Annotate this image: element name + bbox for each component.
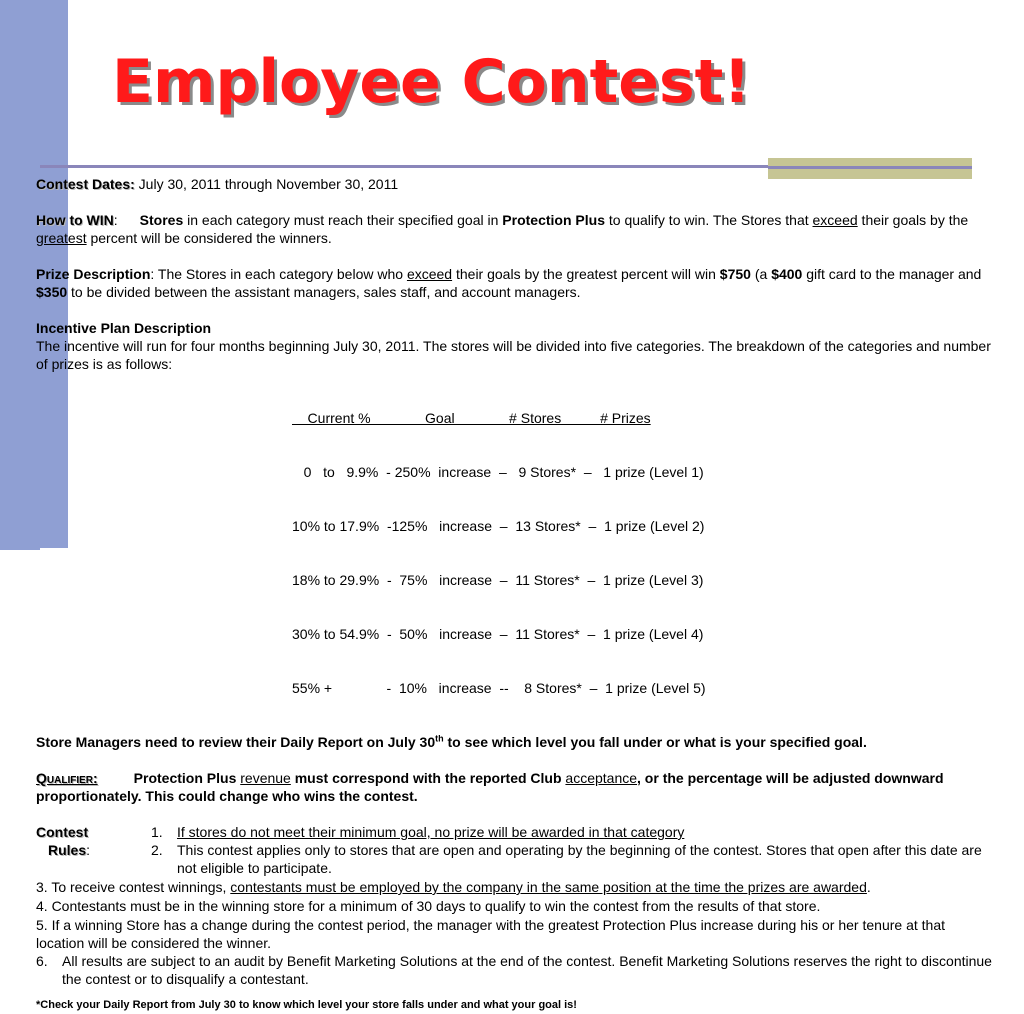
prize-label: Prize Description xyxy=(36,266,151,282)
how-to-win xyxy=(36,211,996,247)
prize-amount-400: $400 xyxy=(771,266,803,282)
how-to-win-text-3: their goals by the xyxy=(857,212,969,228)
levels-header xyxy=(292,409,996,427)
how-to-win-stores: Stores xyxy=(139,212,184,228)
how-to-win-colon: : xyxy=(113,212,118,228)
how-to-win-text-2: to qualify to win. The Stores that xyxy=(604,212,813,228)
rule-6-text: All results are subject to an audit by Benefit Marketing Solutions at the end of the contest. Benefit Marketing Solutions reserves the right to discontinue the contest or to disqualify a contestant. xyxy=(62,953,992,987)
how-to-win-label: How to WIN xyxy=(36,212,114,228)
slide-body xyxy=(36,175,996,1014)
rule-4: 4. Contestants must be in the winning store for a minimum of 30 days to qualify to win the contest from the results of that store. xyxy=(36,898,821,914)
prize-text-5: to be divided between the assistant managers, sales staff, and account managers. xyxy=(67,284,581,300)
qualifier-revenue: revenue xyxy=(240,770,291,786)
qualifier-label: Qualifier: xyxy=(36,770,98,786)
managers-note-text-2: to see which level you fall under or what is your specified goal. xyxy=(443,734,867,750)
prize-amount-350: $350 xyxy=(36,284,68,300)
page-title: Employee Contest! xyxy=(112,47,751,117)
rules-label-contest: Contest xyxy=(36,824,89,840)
rule-1-number: 1. xyxy=(151,824,163,840)
how-to-win-protection-plus: Protection Plus xyxy=(502,212,605,228)
qualifier-text-2: must correspond with the reported Club xyxy=(290,770,566,786)
how-to-win-exceed: exceed xyxy=(812,212,858,228)
rule-3-text-pre: 3. To receive contest winnings, xyxy=(36,879,231,895)
levels-row-4: 30% to 54.9% - 50% increase – 11 Stores* – 1 prize (Level 4) xyxy=(292,626,704,642)
contest-dates-label: Contest Dates: xyxy=(36,176,135,192)
levels-row-2: 10% to 17.9% -125% increase – 13 Stores* – 1 prize (Level 2) xyxy=(292,518,705,534)
levels-row-3: 18% to 29.9% - 75% increase – 11 Stores* – 1 prize (Level 3) xyxy=(292,572,704,588)
qualifier-text-3: , or the percentage will be adjusted downward proportionately. This could change who wins the contest. xyxy=(36,770,944,804)
rule-1-text: If stores do not meet their minimum goal, no prize will be awarded in that category xyxy=(177,824,685,840)
qualifier-acceptance: acceptance xyxy=(565,770,638,786)
incentive-body: The incentive will run for four months beginning July 30, 2011. The stores will be divided into five categories. The breakdown of the categories and number of prizes is as follows: xyxy=(36,338,991,372)
rule-3-text-post: . xyxy=(866,879,871,895)
rule-3-underlined: contestants must be employed by the company in the same position at the time the prizes are awarded xyxy=(230,879,867,895)
rule-2-number: 2. xyxy=(151,842,163,858)
managers-note xyxy=(36,733,996,751)
contest-dates xyxy=(36,175,996,193)
managers-note-sup: th xyxy=(435,733,444,744)
prize-text-4: gift card to the manager and xyxy=(802,266,982,282)
how-to-win-greatest: greatest xyxy=(36,230,87,246)
how-to-win-text-1: in each category must reach their specified goal in xyxy=(183,212,503,228)
prize-text-3: (a xyxy=(750,266,772,282)
rule-5: 5. If a winning Store has a change during the contest period, the manager with the greatest Protection Plus increase during his or her tenure at that location will be considered the winner. xyxy=(36,917,945,951)
rule-2-text: This contest applies only to stores that are open and operating by the beginning of the contest. Stores that open after this date are not eligible to participate. xyxy=(177,842,982,876)
title-divider-block-line xyxy=(768,166,972,169)
prize-amount-750: $750 xyxy=(719,266,751,282)
rule-1 xyxy=(36,823,996,841)
rule-2 xyxy=(36,841,996,877)
prize-exceed: exceed xyxy=(406,266,453,282)
levels-row-5: 55% + - 10% increase -- 8 Stores* – 1 prize (Level 5) xyxy=(292,680,706,696)
contest-dates-value: July 30, 2011 through November 30, 2011 xyxy=(134,176,399,192)
rule-3 xyxy=(36,878,996,896)
prize-text-2: their goals by the greatest percent will win xyxy=(452,266,720,282)
footnote: *Check your Daily Report from July 30 to know which level your store falls under and what your goal is! xyxy=(36,999,577,1011)
qualifier-text-1: Protection Plus xyxy=(133,770,241,786)
side-accent-foot xyxy=(0,544,40,550)
rules-label-rules: Rules xyxy=(48,842,87,858)
prize-description xyxy=(36,265,996,301)
levels-table xyxy=(292,373,996,733)
qualifier xyxy=(36,769,996,805)
levels-header-text: Current % Goal # Stores # Prizes xyxy=(292,410,651,426)
rule-6 xyxy=(36,952,996,988)
levels-row-1: 0 to 9.9% - 250% increase – 9 Stores* – 1 prize (Level 1) xyxy=(292,464,704,480)
how-to-win-text-4: percent will be considered the winners. xyxy=(86,230,332,246)
incentive-heading-text: Incentive Plan Description xyxy=(36,320,212,336)
managers-note-text-1: Store Managers need to review their Daily Report on July 30 xyxy=(36,734,436,750)
incentive-heading xyxy=(36,319,996,337)
prize-text-1: : The Stores in each category below who xyxy=(150,266,407,282)
rule-6-number: 6. xyxy=(36,953,48,969)
rules-label-colon: : xyxy=(86,842,91,858)
